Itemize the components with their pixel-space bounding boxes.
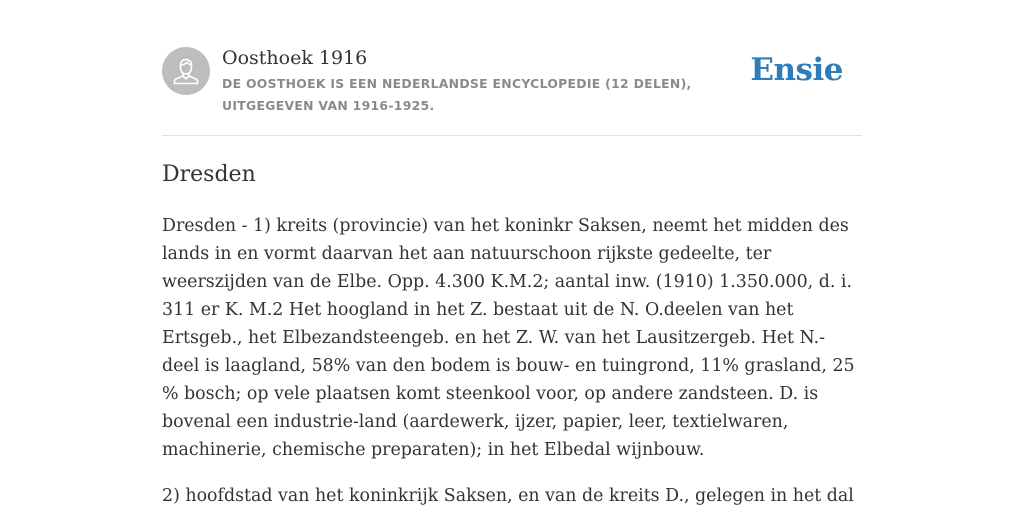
entry-paragraph: 2) hoofdstad van het koninkrijk Saksen, en van de kreits D., gelegen in het dal [162, 486, 854, 506]
entry-title: Dresden [162, 162, 256, 187]
entry-paragraph: Dresden - 1) kreits (provincie) van het koninkr Saksen, neemt het midden des lands in en vormt daarvan het aan natuurschoon rijkste gedeelte, ter weerszijden van de Elbe. Opp. 4.300 K.M.2; aantal inw. (1910) 1.350.000, d. i. 311 er K. M.2 Het hoogland in het Z. bestaat uit de N. O.deelen van het Ertsgeb., het Elbezandsteengeb. en het Z. W. van het Lausitzergeb. Het N.-deel is laagland, 58% van den bodem is bouw- en tuingrond, 11% grasland, 25 % bosch; op vele plaatsen komt steenkool voor, op andere zandsteen. D. is bovenal een industrie-land (aardewerk, ijzer, papier, leer, textielwaren, machinerie, chemische preparaten); in het Elbedal wijnbouw. [162, 216, 855, 460]
source-title[interactable]: Oosthoek 1916 [222, 47, 368, 69]
user-icon [172, 56, 200, 86]
entry-body [162, 212, 862, 512]
source-info [222, 46, 757, 117]
source-avatar[interactable] [162, 47, 210, 95]
page-container [162, 0, 862, 506]
source-header [162, 0, 862, 136]
source-description: DE OOSTHOEK IS EEN NEDERLANDSE ENCYCLOPEDIE (12 DELEN), UITGEGEVEN VAN 1916-1925. [222, 76, 692, 113]
brand-logo[interactable]: Ensie [750, 52, 843, 88]
